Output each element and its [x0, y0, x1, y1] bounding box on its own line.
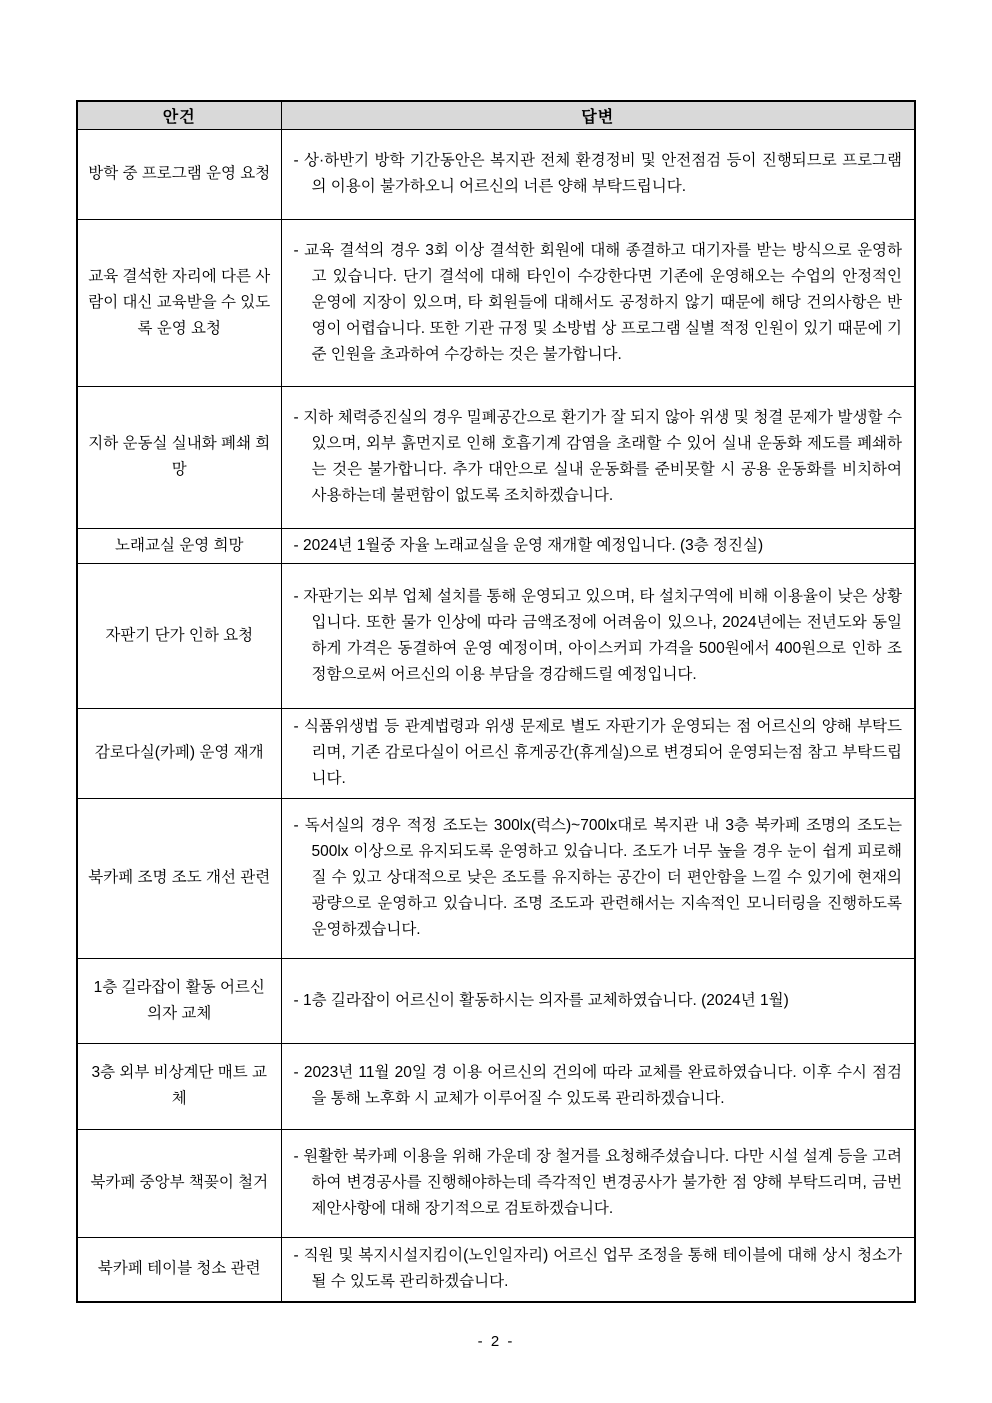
answer-text: - 자판기는 외부 업체 설치를 통해 운영되고 있으며, 타 설치구역에 비해 이용율이 낮은 상황입니다. 또한 물가 인상에 따라 금액조정에 어려움이 있으나, 2024년에는 전년도와 동일하게 가격은 동결하여 운영 예정이며, 아이스커피 가격을 500원에서 400원으로 인하 조정함으로써 어르신의 이용 부담을 경감해드릴 예정입니다.: [293, 587, 902, 683]
table-row: [77, 708, 915, 798]
answer-text: - 직원 및 복지시설지킴이(노인일자리) 어르신 업무 조정을 통해 테이블에 대해 상시 청소가 될 수 있도록 관리하겠습니다.: [293, 1247, 902, 1291]
table-row: [77, 386, 915, 528]
answer-cell: [281, 563, 915, 708]
agenda-cell: 북카페 중앙부 책꽂이 철거: [77, 1129, 281, 1237]
answer-text: - 원활한 북카페 이용을 위해 가운데 장 철거를 요청해주셨습니다. 다만 시설 설계 등을 고려하여 변경공사를 진행해야하는데 즉각적인 변경공사가 불가한 점 양해 부탁드리며, 금번 제안사항에 대해 장기적으로 검토하겠습니다.: [293, 1148, 902, 1217]
answer-text: - 교육 결석의 경우 3회 이상 결석한 회원에 대해 종결하고 대기자를 받는 방식으로 운영하고 있습니다. 단기 결석에 대해 타인이 수강한다면 기존에 운영해오는 수업의 안정적인 운영에 지장이 있으며, 타 회원들에 대해서도 공정하지 않기 때문에 해당 건의사항은 반영이 어렵습니다. 또한 기관 규정 및 소방법 상 프로그램 실별 적정 인원이 있기 때문에 기준 인원을 초과하여 수강하는 것은 불가합니다.: [293, 241, 902, 363]
answer-cell: [281, 219, 915, 386]
answer-text: - 2024년 1월중 자율 노래교실을 운영 재개할 예정입니다. (3층 정진실): [293, 536, 764, 554]
table-row: [77, 129, 915, 219]
answer-cell: [281, 958, 915, 1043]
answer-text: - 식품위생법 등 관계법령과 위생 문제로 별도 자판기가 운영되는 점 어르신의 양해 부탁드리며, 기존 감로다실이 어르신 휴게공간(휴게실)으로 변경되어 운영되는점 참고 부탁드립니다.: [293, 718, 902, 787]
answer-cell: [281, 1129, 915, 1237]
page-number: - 2 -: [477, 1333, 515, 1350]
table-row: [77, 219, 915, 386]
agenda-cell: 방학 중 프로그램 운영 요청: [77, 129, 281, 219]
qa-table: [76, 100, 916, 1303]
answer-column-header: 답변: [281, 101, 915, 129]
agenda-cell: 3층 외부 비상계단 매트 교체: [77, 1043, 281, 1129]
table-row: [77, 528, 915, 563]
agenda-column-header: 안건: [77, 101, 281, 129]
table-header-row: [77, 101, 915, 129]
agenda-cell: 노래교실 운영 희망: [77, 528, 281, 563]
answer-cell: [281, 798, 915, 958]
agenda-cell: 북카페 테이블 청소 관련: [77, 1237, 281, 1302]
table-row: [77, 958, 915, 1043]
answer-text: - 1층 길라잡이 어르신이 활동하시는 의자를 교체하였습니다. (2024년 1월): [293, 991, 789, 1009]
answer-cell: [281, 386, 915, 528]
answer-cell: [281, 528, 915, 563]
answer-text: - 독서실의 경우 적정 조도는 300lx(럭스)~700lx대로 복지관 내 3층 북카페 조명의 조도는 500lx 이상으로 유지되도록 운영하고 있습니다. 조도가 너무 높을 경우 눈이 쉽게 피로해질 수 있고 상대적으로 낮은 조도를 유지하는 공간이 더 편안함을 느낄 수 있기에 현재의 광량으로 운영하고 있습니다. 조명 조도과 관련해서는 지속적인 모니터링을 진행하도록 운영하겠습니다.: [293, 817, 902, 938]
agenda-cell: 지하 운동실 실내화 폐쇄 희망: [77, 386, 281, 528]
answer-cell: [281, 129, 915, 219]
agenda-cell: 교육 결석한 자리에 다른 사람이 대신 교육받을 수 있도록 운영 요청: [77, 219, 281, 386]
answer-text: - 2023년 11월 20일 경 이용 어르신의 건의에 따라 교체를 완료하였습니다. 이후 수시 점검을 통해 노후화 시 교체가 이루어질 수 있도록 관리하겠습니다.: [293, 1064, 902, 1107]
table-row: [77, 1129, 915, 1237]
agenda-cell: 감로다실(카페) 운영 재개: [77, 708, 281, 798]
agenda-cell: 1층 길라잡이 활동 어르신 의자 교체: [77, 958, 281, 1043]
table-row: [77, 1043, 915, 1129]
answer-cell: [281, 708, 915, 798]
table-row: [77, 798, 915, 958]
agenda-cell: 자판기 단가 인하 요청: [77, 563, 281, 708]
answer-text: - 지하 체력증진실의 경우 밀폐공간으로 환기가 잘 되지 않아 위생 및 청결 문제가 발생할 수 있으며, 외부 흙먼지로 인해 호흡기계 감염을 초래할 수 있어 실내 운동화 제도를 폐쇄하는 것은 불가합니다. 추가 대안으로 실내 운동화를 준비못할 시 공용 운동화를 비치하여 사용하는데 불편함이 없도록 조치하겠습니다.: [293, 409, 902, 504]
answer-text: - 상·하반기 방학 기간동안은 복지관 전체 환경정비 및 안전점검 등이 진행되므로 프로그램의 이용이 불가하오니 어르신의 너른 양해 부탁드립니다.: [293, 152, 902, 195]
table-row: [77, 563, 915, 708]
agenda-cell: 북카페 조명 조도 개선 관련: [77, 798, 281, 958]
table-row: [77, 1237, 915, 1302]
answer-cell: [281, 1043, 915, 1129]
answer-cell: [281, 1237, 915, 1302]
